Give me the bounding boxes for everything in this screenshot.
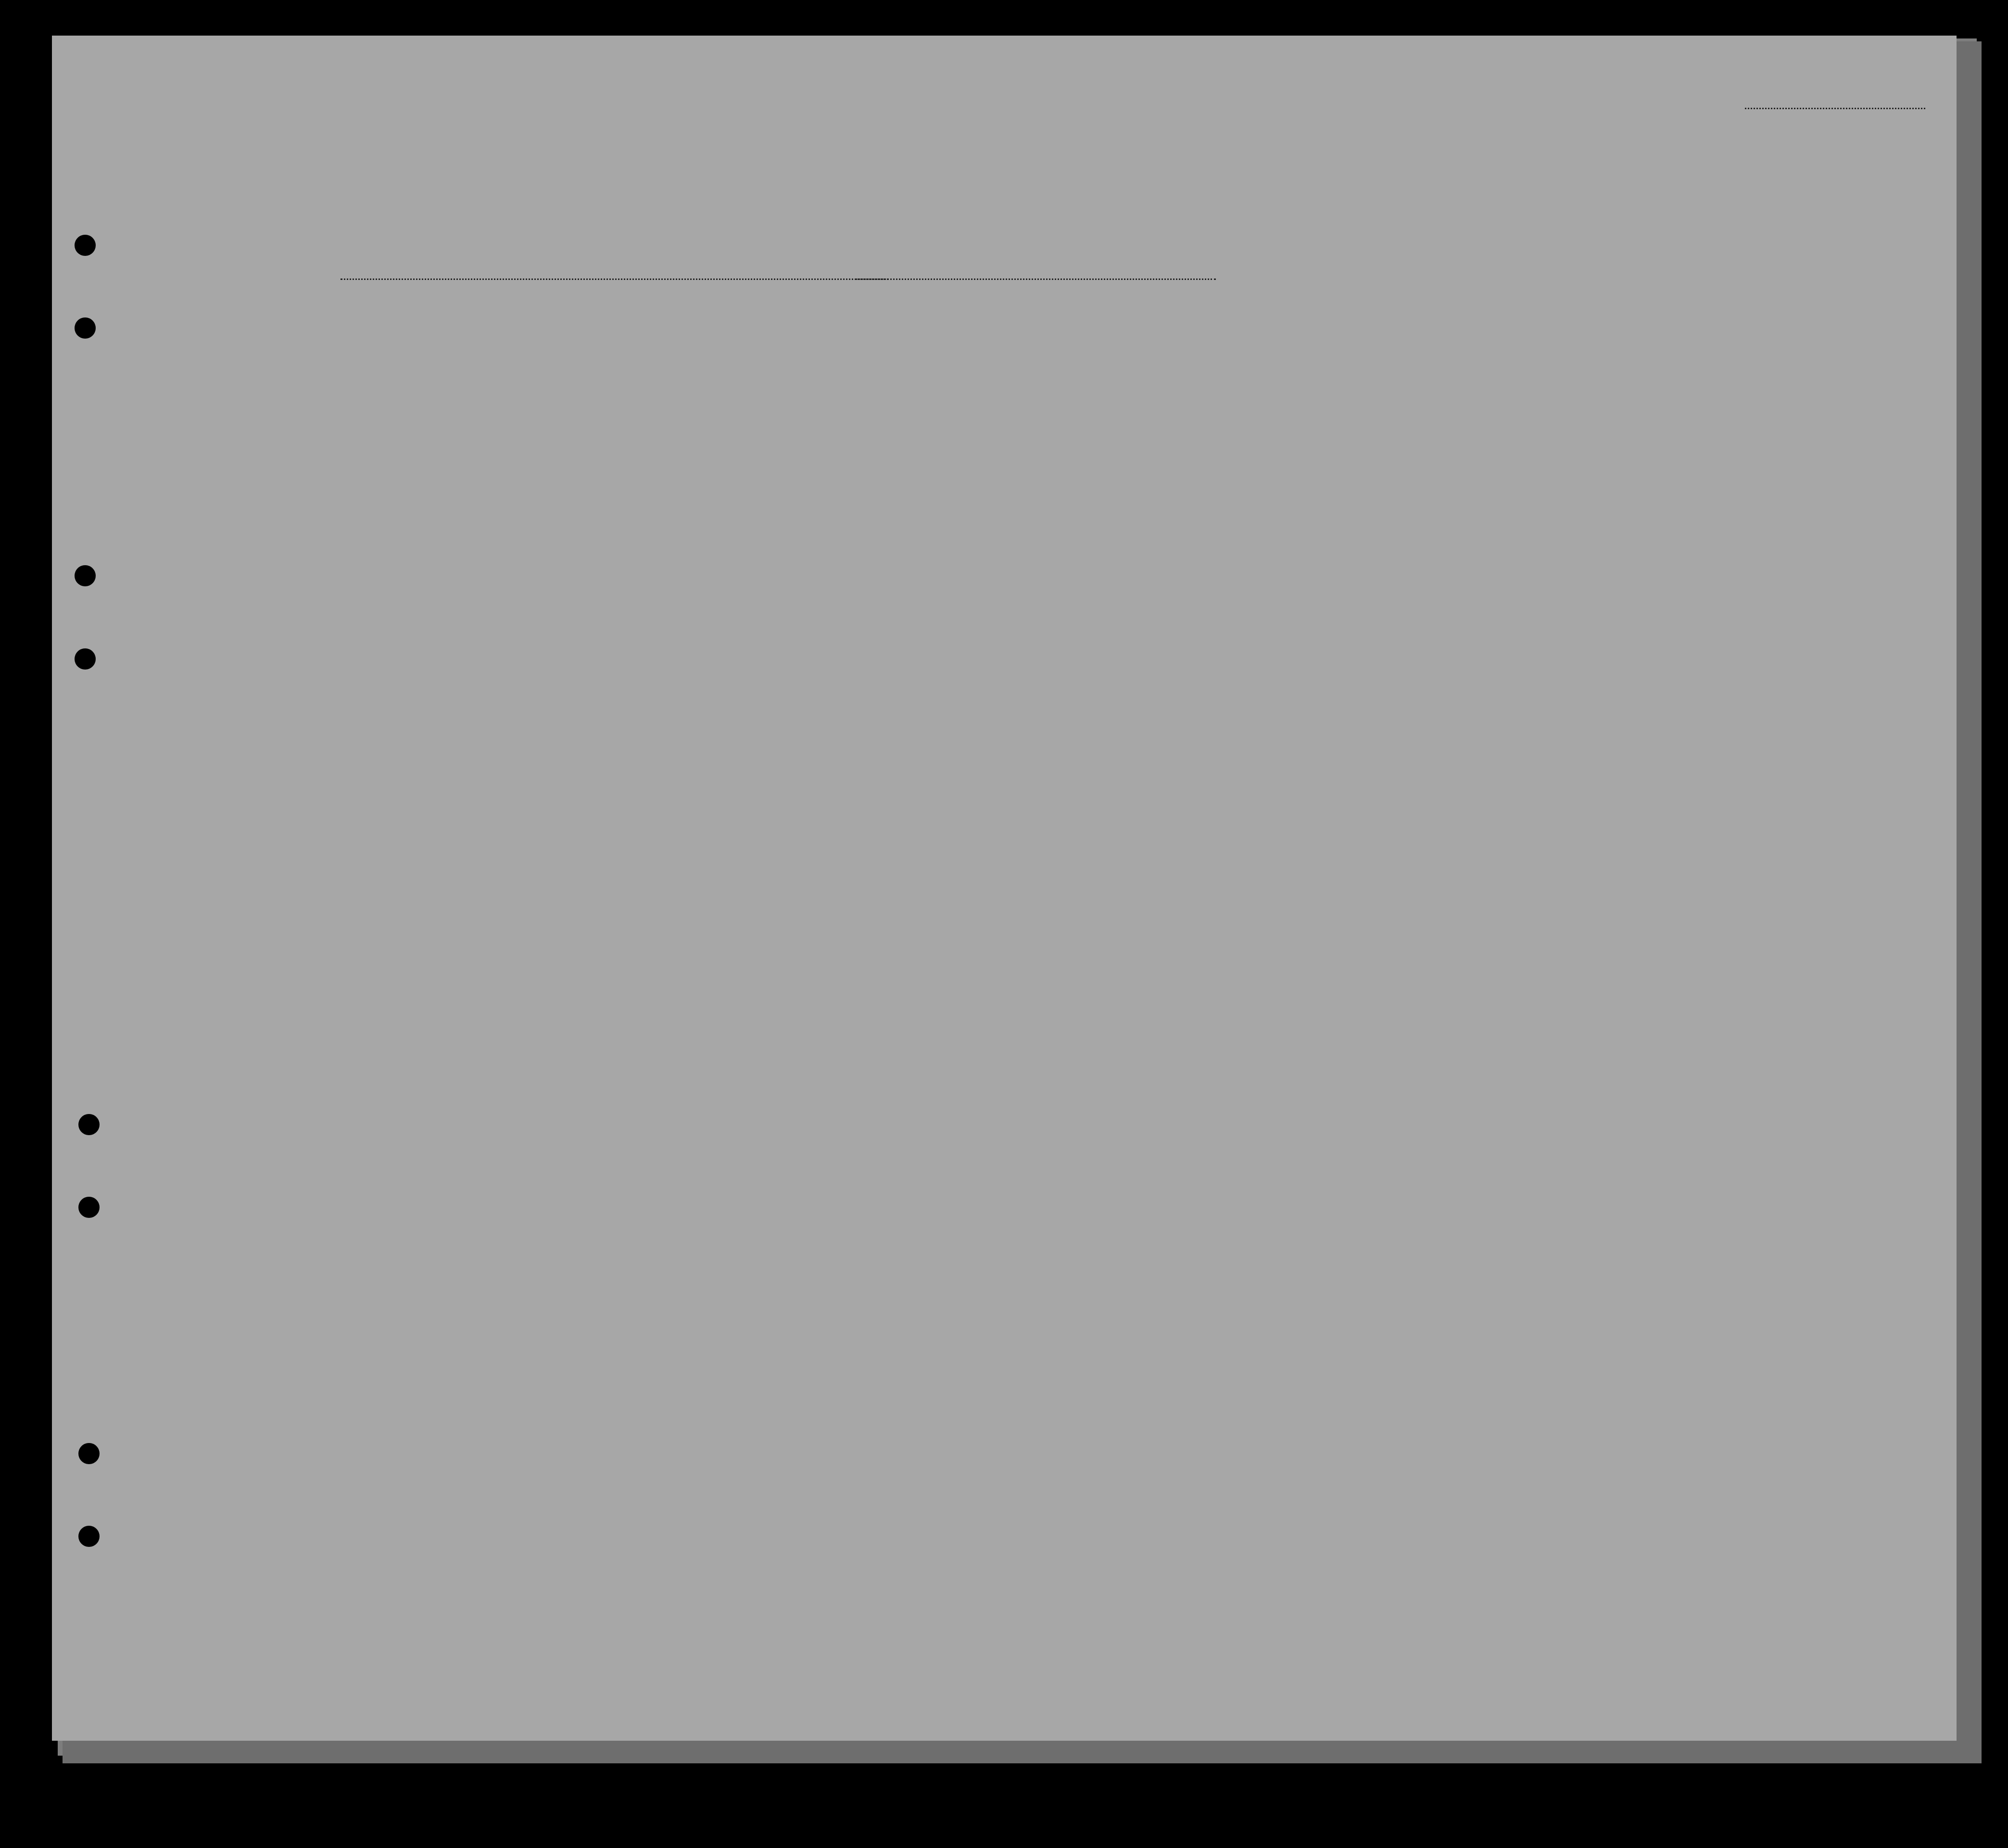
header-arrested (1465, 315, 1489, 461)
header-overthrow (1351, 315, 1403, 461)
header-become-citizen (1223, 341, 1251, 461)
punch-hole (78, 1443, 100, 1464)
punch-hole (75, 317, 96, 339)
header-excluded (1440, 315, 1464, 461)
punch-hole (75, 235, 96, 256)
port-line (341, 278, 889, 280)
header-ticket (573, 309, 597, 463)
punch-hole (75, 648, 96, 670)
punch-hole (75, 565, 96, 586)
header-inches (1631, 392, 1653, 444)
header-polygamist (1301, 315, 1321, 461)
header-length-stay (1194, 341, 1222, 461)
header-intends-return (1149, 341, 1191, 461)
punch-hole (78, 1526, 100, 1547)
header-feet (1608, 401, 1629, 444)
punch-hole (78, 1114, 100, 1135)
grid-lines (52, 36, 1957, 1741)
list-number-line (1745, 108, 1925, 109)
header-anarchist (1326, 315, 1346, 461)
header-prison (1255, 315, 1298, 461)
manifest-sheet (52, 36, 1957, 1741)
punch-hole (78, 1197, 100, 1218)
header-offer-labor (1401, 315, 1440, 461)
instructions-text (116, 166, 1684, 186)
date-line (855, 278, 1216, 280)
header-money (696, 309, 718, 463)
